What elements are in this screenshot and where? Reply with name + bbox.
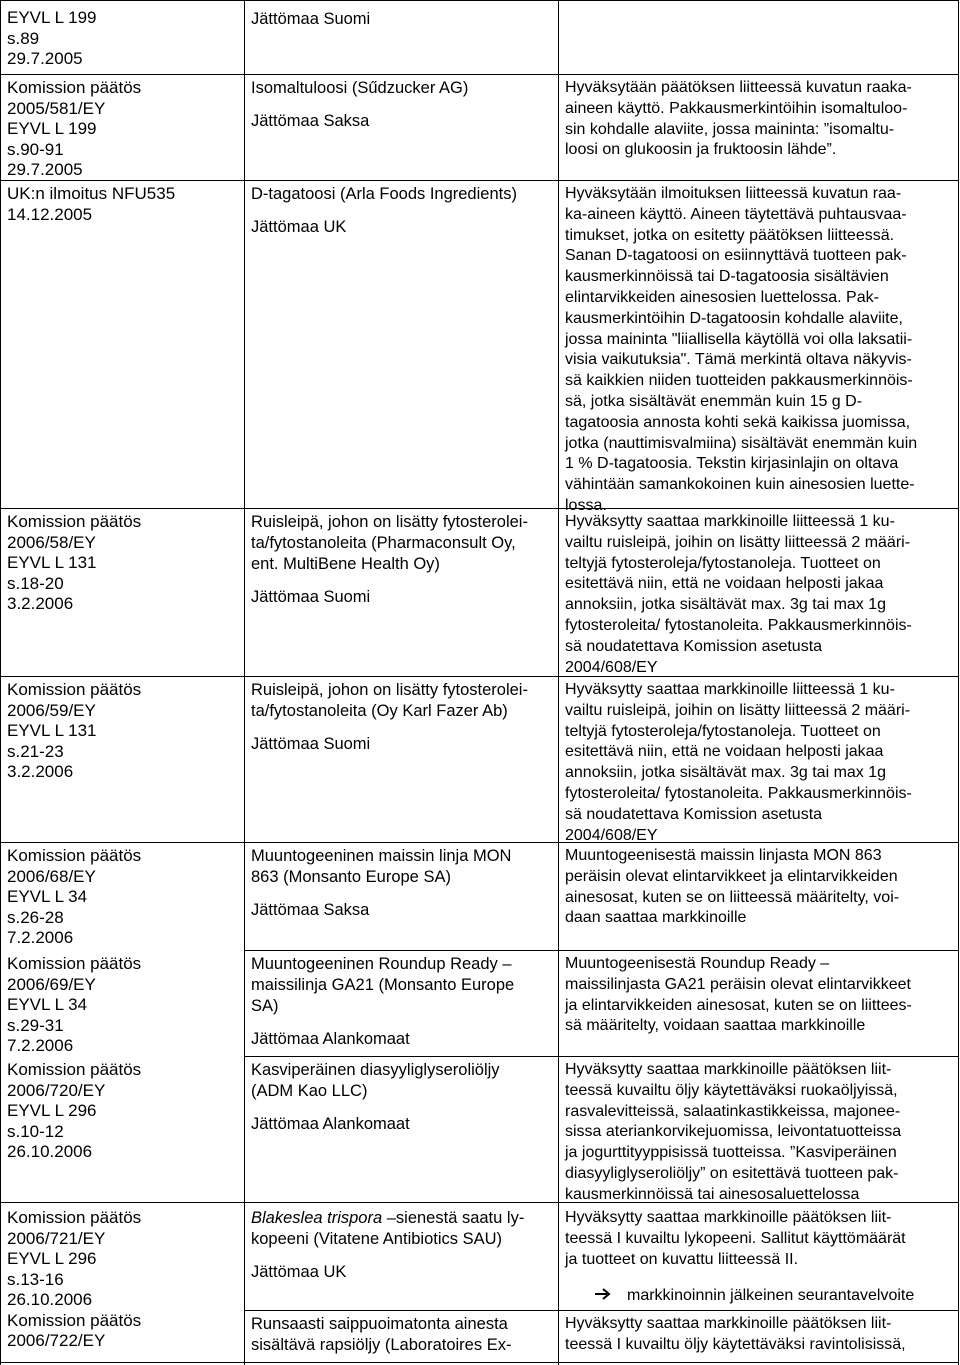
row-divider — [245, 1056, 959, 1057]
text-line: ka-aineen käyttö. Aineen täytettävä puhtausvaa- — [565, 205, 907, 223]
reference-line: Komission päätös — [7, 954, 142, 973]
reference-line: 3.2.2006 — [7, 594, 74, 613]
reference-line: 29.7.2005 — [7, 160, 83, 179]
text-line: lossa. — [565, 496, 607, 514]
text-line: Hyväksytään ilmoituksen liitteessä kuvatun raa- — [565, 185, 902, 202]
reference-line: s.18-20 — [7, 573, 64, 593]
text-line: kausmerkinnöissä tai ainesosaluettelossa — [565, 1185, 860, 1203]
text-line: 2004/608/EY — [565, 826, 658, 844]
reference-line: 2005/581/EY — [7, 98, 106, 118]
text-line: sä, jotka sisältävät enemmän kuin 15 g D- — [565, 392, 863, 410]
product-name: (ADM Kao LLC) — [251, 1082, 368, 1100]
product-cell — [251, 184, 517, 238]
applicant-country: Jättömaa UK — [251, 218, 347, 236]
reference-line: EYVL L 34 — [7, 995, 88, 1014]
species-name: Blakeslea trispora — [251, 1209, 383, 1227]
reference-line: 2006/69/EY — [7, 974, 96, 994]
text-line: peräisin olevat elintarvikkeet ja elintarvikkeiden — [565, 867, 898, 885]
text-line: sissa ateriankorvikejuomissa, leivontatuotteissa — [565, 1123, 902, 1141]
row-divider — [245, 950, 959, 951]
text-line: Hyväksytty saattaa markkinoille päätöksen liit- — [565, 1315, 892, 1332]
row-divider — [245, 180, 959, 181]
table-border-left — [0, 0, 1, 1365]
column-divider — [558, 0, 559, 1365]
product-cell — [251, 954, 514, 1050]
reference-line: 2006/59/EY — [7, 700, 96, 720]
reference-line: 29.7.2005 — [7, 49, 83, 68]
product-name: Runsaasti saippuoimatonta ainesta — [251, 1315, 508, 1333]
text-line: Hyväksytty saattaa markkinoille liitteessä 1 ku- — [565, 681, 895, 698]
decision-reference — [7, 680, 141, 783]
product-cell — [251, 1060, 500, 1135]
monitoring-note — [565, 1286, 914, 1307]
reference-line: Komission päätös — [7, 1208, 142, 1227]
text-line: esitettävä niin, että ne voidaan helposti jakaa — [565, 743, 884, 761]
reference-line: Komission päätös — [7, 846, 142, 865]
text-line: kausmerkintöihin D-tagatoosin kohdalle alaviite, — [565, 309, 903, 327]
decision-reference — [7, 1060, 141, 1163]
text-line: visia vaikutuksia". Tämä merkintä oltava näkyvis- — [565, 351, 912, 369]
product-name: kopeeni (Vitatene Antibiotics SAU) — [251, 1230, 503, 1248]
decision-reference — [7, 1208, 141, 1352]
decision-text — [565, 78, 912, 161]
text-line: rasvalevitteissä, salaatinkastikkeissa, majonee- — [565, 1102, 901, 1120]
text-line: ja elintarvikkeiden ainesosat, kuten se on liittees- — [565, 996, 912, 1014]
decision-reference — [7, 846, 141, 949]
text-line: teessä I kuvailtu lykopeeni. Sallitut käyttömäärät — [565, 1229, 906, 1247]
product-name-rest: –sienestä saatu ly- — [382, 1209, 525, 1227]
text-line: Muuntogeenisestä maissin linjasta MON 863 — [565, 847, 882, 864]
decision-text — [565, 512, 912, 678]
text-line: teessä kuvailtu öljy käytettäväksi ruokaöljyissä, — [565, 1081, 898, 1099]
text-line: vailtu ruisleipä, joihin on lisätty liitteessä 2 määri- — [565, 701, 911, 719]
applicant-country: Jättömaa Alankomaat — [251, 1115, 410, 1133]
reference-line: 7.2.2006 — [7, 928, 74, 947]
reference-line: 2006/721/EY — [7, 1228, 106, 1248]
reference-line: EYVL L 131 — [7, 553, 97, 572]
reference-line: EYVL L 199 — [7, 8, 97, 27]
reference-line: s.90-91 — [7, 139, 64, 159]
reference-line: UK:n ilmoitus NFU535 — [7, 184, 176, 203]
column-divider — [244, 0, 245, 1365]
text-line: jotka (nauttimisvalmiina) sisältävät enemmän kuin — [565, 434, 918, 452]
text-line: tagatoosia annosta kohti sekä kaikissa juomissa, — [565, 413, 911, 431]
reference-line: s.21-23 — [7, 741, 64, 761]
row-divider — [0, 1202, 245, 1203]
reference-line: 26.10.2006 — [7, 1142, 93, 1161]
decision-text — [565, 680, 912, 846]
text-line: Sanan D-tagatoosi on esiinnyttävä tuotteen pak- — [565, 247, 907, 265]
text-line: ja jogurttityyppisissä tuotteissa. ”Kasviperäinen — [565, 1144, 897, 1162]
text-line: Hyväksytty saattaa markkinoille päätöksen liit- — [565, 1209, 892, 1226]
monitoring-note-text: markkinoinnin jälkeinen seurantavelvoite — [627, 1287, 915, 1305]
reference-line: 2006/68/EY — [7, 866, 96, 886]
reference-line: s.26-28 — [7, 907, 64, 927]
product-cell — [251, 846, 511, 921]
reference-line: 2006/720/EY — [7, 1080, 106, 1100]
product-cell — [251, 1208, 524, 1283]
text-line: ja tuotteet on kuvattu liitteessä II. — [565, 1250, 799, 1268]
text-line: vähintään samankokoinen kuin ainesosien luette- — [565, 476, 915, 494]
reference-line: s.89 — [7, 28, 40, 48]
text-line: teltyjä fytosteroleja/fytostanoleja. Tuotteet on — [565, 554, 881, 572]
table-border-bottom — [0, 1362, 959, 1363]
text-line: daan saattaa markkinoille — [565, 909, 747, 927]
reference-line: 26.10.2006 — [7, 1290, 93, 1309]
text-line: sä kaikkien niiden tuotteiden pakkausmerkinnöis- — [565, 372, 913, 390]
text-line: sä noudatettava Komission asetusta — [565, 637, 823, 655]
product-name: Ruisleipä, johon on lisätty fytosterolei- — [251, 681, 528, 699]
product-cell — [251, 512, 528, 608]
decision-reference — [7, 78, 141, 181]
product-cell — [251, 1314, 511, 1356]
text-line: Muuntogeenisestä Roundup Ready – — [565, 955, 830, 972]
text-line: elintarvikkeiden ainesosien luettelossa. Pak- — [565, 288, 879, 306]
decision-text — [565, 846, 899, 929]
decision-reference — [7, 512, 141, 615]
product-name: ta/fytostanoleita (Oy Karl Fazer Ab) — [251, 702, 508, 720]
product-name: ta/fytostanoleita (Pharmaconsult Oy, — [251, 534, 516, 552]
text-line: teltyjä fytosteroleja/fytostanoleja. Tuotteet on — [565, 722, 881, 740]
reference-line: 14.12.2005 — [7, 204, 93, 224]
text-line: loosi on glukoosin ja fruktoosin lähde”. — [565, 141, 837, 159]
applicant-country: Jättömaa UK — [251, 1263, 347, 1281]
text-line: vailtu ruisleipä, joihin on lisätty liitteessä 2 määri- — [565, 533, 911, 551]
reference-line: s.29-31 — [7, 1015, 64, 1035]
text-line: 2004/608/EY — [565, 658, 658, 676]
product-name: Muuntogeeninen maissin linja MON — [251, 847, 512, 865]
text-line: diasyyliglyseroliöljy” on esitettävä tuotteen pak- — [565, 1164, 899, 1182]
text-line: teessä I kuvailtu öljy käytettäväksi ravintolisissä, — [565, 1335, 906, 1353]
decision-reference — [7, 954, 141, 1057]
reference-line: Komission päätös — [7, 680, 142, 699]
product-cell — [251, 680, 528, 755]
product-name: ent. MultiBene Health Oy) — [251, 555, 440, 573]
reference-line: 3.2.2006 — [7, 762, 74, 781]
row-divider — [245, 74, 959, 75]
text-line: 1 % D-tagatoosia. Tekstin kirjasinlajin on oltava — [565, 455, 899, 473]
decision-text — [565, 1314, 906, 1356]
product-name: Muuntogeeninen Roundup Ready – — [251, 955, 512, 973]
applicant-country: Jättömaa Saksa — [251, 112, 370, 130]
applicant-country: Jättömaa Alankomaat — [251, 1030, 410, 1048]
reference-line: s.13-16 — [7, 1269, 64, 1289]
reference-line: Komission päätös — [7, 78, 142, 97]
text-line: Hyväksytty saattaa markkinoille liitteessä 1 ku- — [565, 513, 895, 530]
applicant-country: Jättömaa Saksa — [251, 901, 370, 919]
text-line: maissilinjasta GA21 peräisin olevat elintarvikkeet — [565, 975, 911, 993]
product-name: Ruisleipä, johon on lisätty fytosterolei- — [251, 513, 528, 531]
decision-reference — [7, 8, 96, 70]
text-line: aineen käyttö. Pakkausmerkintöihin isomaltuloo- — [565, 99, 908, 117]
product-name: Kasviperäinen diasyyliglyseroliöljy — [251, 1061, 500, 1079]
reference-line: EYVL L 34 — [7, 887, 88, 906]
reference-line: Komission päätös — [7, 1060, 142, 1079]
arrow-right-icon — [595, 1286, 611, 1307]
text-line: jossa maininta "liiallisella käytöllä voi olla laksatii- — [565, 330, 913, 348]
row-divider — [0, 676, 245, 677]
text-line: sä noudatettava Komission asetusta — [565, 805, 823, 823]
text-line: annoksiin, jotka sisältävät max. 3g tai max 1g — [565, 764, 887, 782]
reference-line: 7.2.2006 — [7, 1036, 74, 1055]
text-line: sä määritelty, voidaan saattaa markkinoille — [565, 1017, 866, 1035]
reference-line: Komission päätös — [7, 512, 142, 531]
product-name: 863 (Monsanto Europe SA) — [251, 868, 451, 886]
reference-line: EYVL L 296 — [7, 1101, 97, 1120]
decision-reference — [7, 184, 175, 225]
product-cell — [251, 78, 468, 132]
decision-text — [565, 1208, 914, 1307]
reference-line: 2006/58/EY — [7, 532, 96, 552]
text-line: esitettävä niin, että ne voidaan helposti jakaa — [565, 575, 884, 593]
applicant-country: Jättömaa Suomi — [251, 10, 371, 28]
row-divider — [0, 842, 245, 843]
text-line: annoksiin, jotka sisältävät max. 3g tai max 1g — [565, 596, 887, 614]
text-line: Hyväksytään päätöksen liitteessä kuvatun raaka- — [565, 79, 912, 96]
text-line: timukset, jotka on esitetty päätöksen liitteessä. — [565, 226, 895, 244]
product-cell — [251, 9, 370, 30]
product-name: D-tagatoosi (Arla Foods Ingredients) — [251, 185, 517, 203]
product-name: Isomaltuloosi (Sűdzucker AG) — [251, 79, 469, 97]
row-divider — [245, 1310, 959, 1311]
reference-line: Komission päätös — [7, 1310, 142, 1330]
text-line: fytosteroleita/ fytostanoleita. Pakkausmerkinnöis- — [565, 784, 912, 802]
decision-text — [565, 954, 912, 1037]
reference-line: EYVL L 296 — [7, 1249, 97, 1268]
table-border-top — [0, 0, 959, 1]
reference-line: s.10-12 — [7, 1121, 64, 1141]
decision-text — [565, 184, 917, 517]
product-name: sisältävä rapsiöljy (Laboratoires Ex- — [251, 1336, 512, 1354]
product-name: SA) — [251, 997, 279, 1015]
table-border-right — [958, 0, 959, 1365]
row-divider — [0, 508, 245, 509]
text-line: fytosteroleita/ fytostanoleita. Pakkausmerkinnöis- — [565, 616, 912, 634]
reference-line: EYVL L 131 — [7, 721, 97, 740]
applicant-country: Jättömaa Suomi — [251, 588, 371, 606]
text-line: kausmerkinnöissä tai D-tagatoosia sisältävien — [565, 268, 889, 286]
row-divider — [0, 74, 245, 75]
text-line: sin kohdalle alaviite, jossa maininta: ”isomaltu- — [565, 120, 895, 138]
decision-text — [565, 1060, 901, 1206]
reference-line: EYVL L 199 — [7, 119, 97, 138]
text-line: ainesosat, kuten se on liitteessä määritelty, voi- — [565, 888, 900, 906]
text-line: Hyväksytty saattaa markkinoille päätöksen liit- — [565, 1061, 892, 1078]
reference-line: 2006/722/EY — [7, 1331, 106, 1350]
applicant-country: Jättömaa Suomi — [251, 735, 371, 753]
product-name: maissilinja GA21 (Monsanto Europe — [251, 976, 515, 994]
product-name — [251, 1208, 524, 1229]
